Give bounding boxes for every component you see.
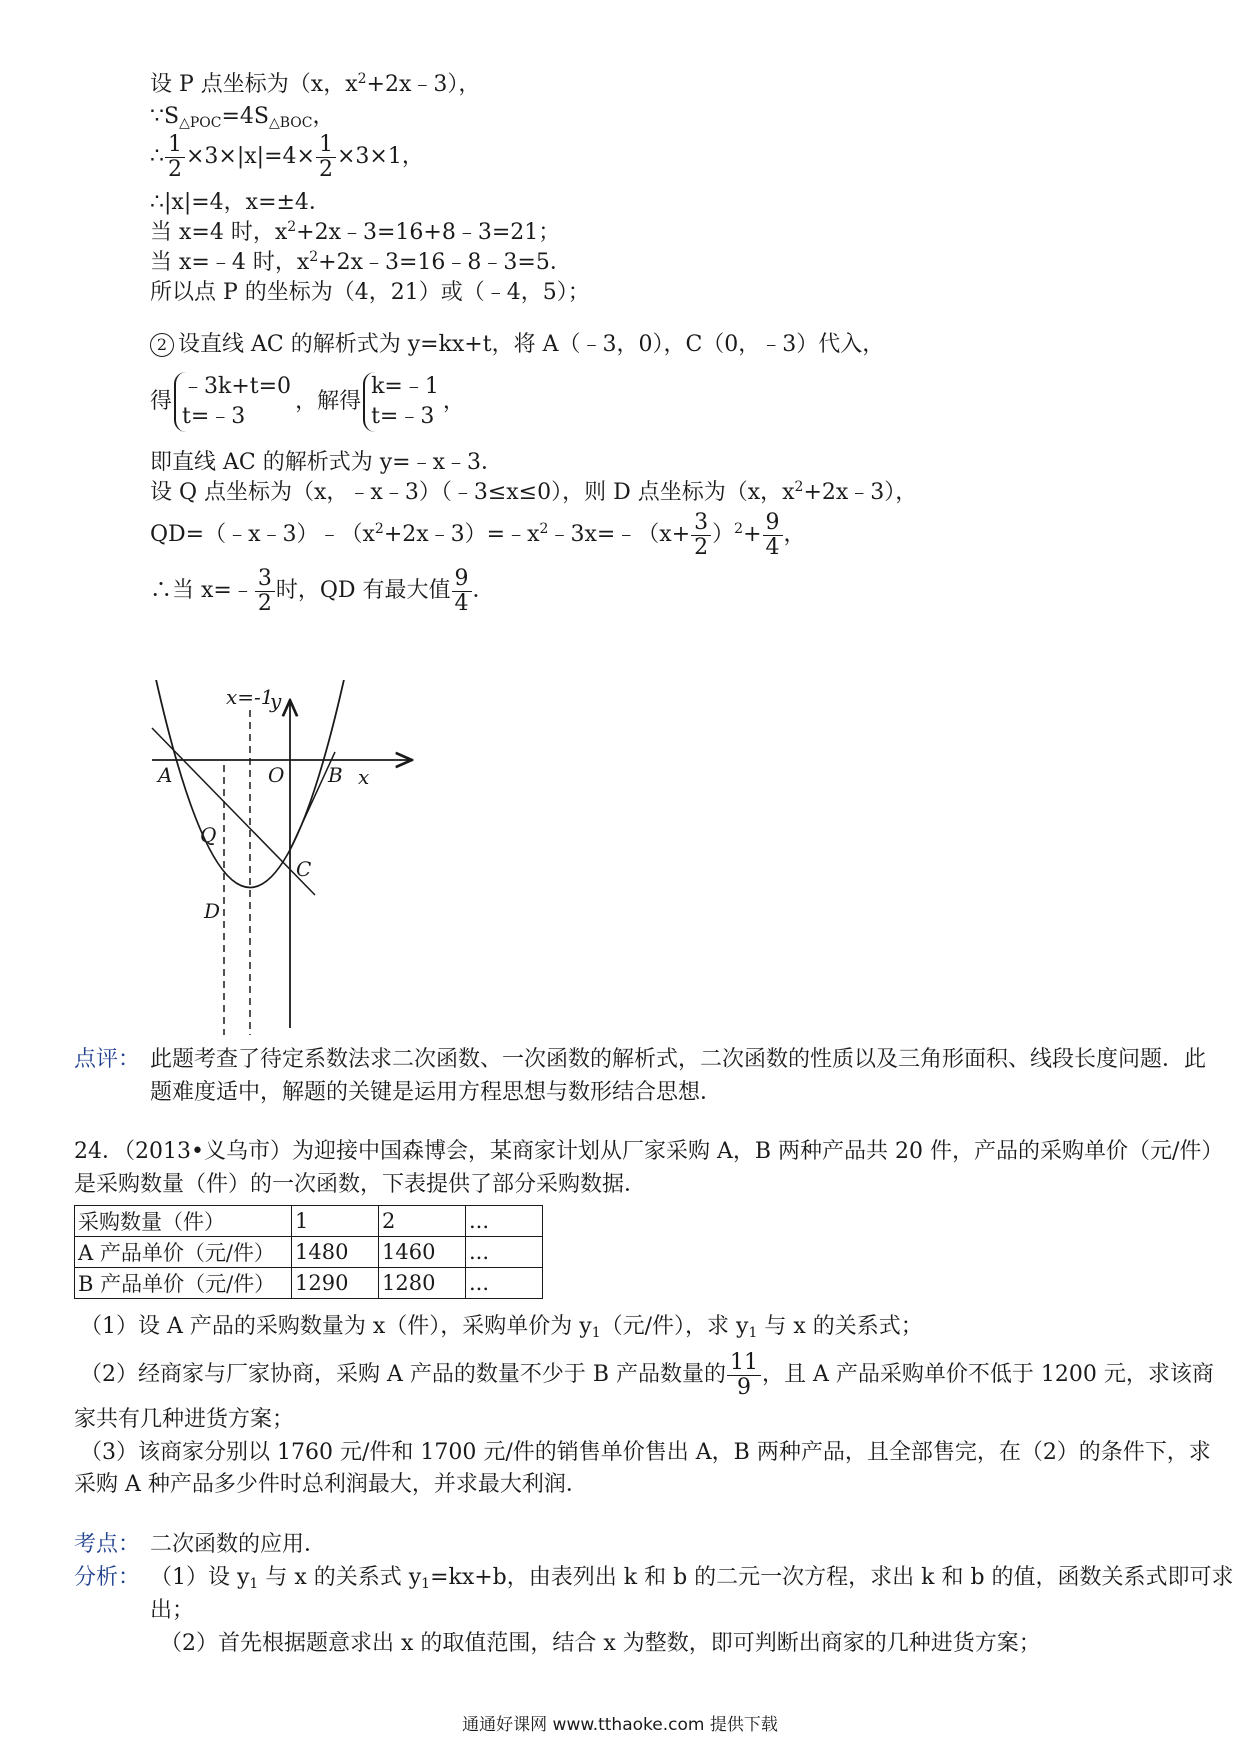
case-xneg4-line: 当 x=﹣4 时，$x^2+2x﹣3=16﹣8﹣3=5$． <box>150 249 572 275</box>
table-cell: ... <box>466 1237 543 1268</box>
q24-sub3-line2: 采购 A 种产品多少件时总利润最大，并求最大利润． <box>74 1472 588 1497</box>
table-cell: B 产品单价（元/件） <box>75 1268 292 1299</box>
review-tag: 点评： <box>74 1047 141 1072</box>
x-axis-label: x <box>358 765 370 789</box>
q24-sub2-line2: 家共有几种进货方案； <box>74 1407 295 1432</box>
qd-maximum-line: ∴当 x=﹣ $\frac{3}{2}$ 时，QD 有最大值 $\frac{9}{4}$ ． <box>150 565 495 616</box>
table-row <box>75 1268 543 1299</box>
table-cell: 1280 <box>379 1268 466 1299</box>
qd-expression-line: $QD=(﹣x﹣3)﹣(x^2+2x﹣3)=﹣x^2﹣3x=﹣(x+$ $\frac{3}{2}$ ）$^2$+ $\frac{9}{4}$ ， <box>150 509 806 560</box>
p-result-line: 所以点 P 的坐标为（4，21）或（﹣4，5）； <box>150 280 590 305</box>
fenxi-line2: 出； <box>150 1598 195 1623</box>
kaodian-tag: 考点： <box>74 1532 141 1557</box>
q24-stem-line2: 是采购数量（件）的一次函数，下表提供了部分采购数据． <box>74 1172 647 1197</box>
q24-stem-line1: 24．（2013•义乌市）为迎接中国森博会，某商家计划从厂家采购 A，B 两种产品共 20 件，产品的采购单价（元/件） <box>74 1139 1224 1164</box>
fenxi-tag: 分析： <box>74 1565 141 1590</box>
review-text-line2: 题难度适中，解题的关键是运用方程思想与数形结合思想． <box>150 1080 723 1105</box>
point-b-label: B <box>328 763 343 787</box>
table-cell: ... <box>466 1268 543 1299</box>
page-footer: 通通好课网 www.tthaoke.com 提供下载 <box>462 1715 778 1735</box>
table-row <box>75 1237 543 1268</box>
fenxi-line1: （1）设 $y_1$ 与 x 的关系式 $y_1=kx+b$，由表列出 k 和 b 的二元一次方程，求出 k 和 b 的值，函数关系式即可求 <box>150 1565 1234 1592</box>
area-equation-line: ∴ $\frac{1}{2}$ ×3×|x|=4× $\frac{1}{2}$ ×3×1， <box>150 131 424 182</box>
y-axis-label: y <box>270 689 282 713</box>
symmetry-axis-label: x=-1 <box>226 685 274 709</box>
point-a-label: A <box>158 763 173 787</box>
point-q-label: Q <box>200 823 217 847</box>
table-cell: ... <box>466 1206 543 1237</box>
line-ac-intro: 2 设直线 AC 的解析式为 y=kx+t，将 A（﹣3，0），C（0，﹣3）代入， <box>150 330 884 360</box>
abs-x-line: ∴|x|=4，x=±4． <box>150 190 331 215</box>
table-cell: 采购数量（件） <box>75 1206 292 1237</box>
q-d-coordinate-line: 设 Q 点坐标为（x，﹣x﹣3）（﹣3≤x≤0），则 D 点坐标为（x，$x^2+2x﹣3$）， <box>150 479 918 505</box>
q24-sub3-line1: （3）该商家分别以 1760 元/件和 1700 元/件的销售单价售出 A，B 两种产品，且全部售完，在（2）的条件下，求 <box>80 1440 1211 1465</box>
table-cell: 1460 <box>379 1237 466 1268</box>
q24-sub2-line1: （2）经商家与厂家协商，采购 A 产品的数量不少于 B 产品数量的 $\frac{11}{9}$ ，且 A 产品采购单价不低于 1200 元，求该商 <box>80 1349 1214 1400</box>
parabola-figure <box>140 680 440 1040</box>
table-cell: 1 <box>292 1206 379 1237</box>
area-relation-line: $\because S_{\triangle POC}=4S_{\triangle BOC}$， <box>150 104 335 131</box>
point-d-label: D <box>204 899 221 923</box>
kaodian-text: 二次函数的应用． <box>150 1532 327 1557</box>
point-c-label: C <box>296 857 312 881</box>
point-o-label: O <box>268 763 285 787</box>
p-coordinate-line: 设 P 点坐标为（x，$x^2+2x﹣3$）， <box>150 71 481 97</box>
table-cell: A 产品单价（元/件） <box>75 1237 292 1268</box>
purchase-data-table <box>74 1205 543 1299</box>
review-text-line1: 此题考查了待定系数法求二次函数、一次函数的解析式，二次函数的性质以及三角形面积、线段长度问题．此 <box>150 1047 1207 1072</box>
table-row <box>75 1206 543 1237</box>
table-cell: 1480 <box>292 1237 379 1268</box>
q24-sub1: （1）设 A 产品的采购数量为 x（件），采购单价为 $y_1$（元/件），求 $y_1$ 与 x 的关系式； <box>80 1314 923 1341</box>
table-cell: 1290 <box>292 1268 379 1299</box>
table-cell: 2 <box>379 1206 466 1237</box>
line-ac-result: 即直线 AC 的解析式为 y=﹣x﹣3． <box>150 450 503 475</box>
fenxi-line3: （2）首先根据题意求出 x 的取值范围，结合 x 为整数，即可判断出商家的几种进货方案； <box>160 1631 1041 1656</box>
circled-number: 2 <box>150 333 174 357</box>
case-x4-line: 当 x=4 时，$x^2+2x﹣3=16+8﹣3=21$； <box>150 219 561 245</box>
equation-system-line: 得 ﹣3k+t=0 t=﹣3 ，解得 k=﹣1 t=﹣3 ， <box>150 372 465 432</box>
